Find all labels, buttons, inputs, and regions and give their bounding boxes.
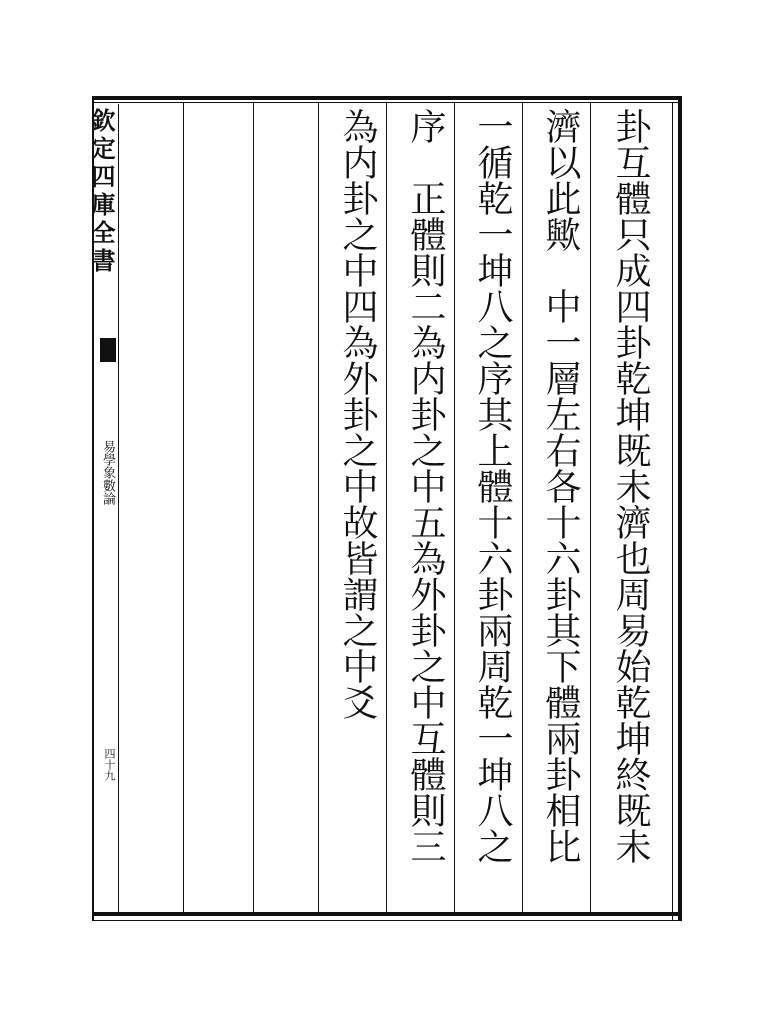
text-column-8 bbox=[122, 108, 182, 920]
top-border bbox=[92, 96, 682, 100]
top-inner-border bbox=[92, 102, 682, 103]
text-column-5: 為内卦之中四為外卦之中故皆謂之中爻 bbox=[337, 108, 378, 720]
column-divider bbox=[253, 103, 254, 912]
right-inner-border bbox=[672, 102, 673, 920]
fish-tail-mark bbox=[100, 338, 116, 362]
column-divider bbox=[590, 103, 591, 912]
page-number: 四十九 bbox=[103, 748, 116, 781]
text-column-7 bbox=[190, 108, 250, 920]
right-border bbox=[678, 96, 682, 921]
bottom-inner-border bbox=[92, 920, 682, 921]
book-title: 易學象數論 bbox=[100, 440, 115, 505]
column-divider bbox=[522, 103, 523, 912]
text-column-2: 濟以此歟 中一層左右各十六卦其下體兩卦相比 bbox=[540, 108, 581, 864]
text-column-1: 卦互體只成四卦乾坤既未濟也周易始乾坤終既未 bbox=[610, 108, 651, 864]
text-column-3: 一循乾一坤八之序其上體十六卦兩周乾一坤八之 bbox=[472, 108, 513, 864]
column-divider bbox=[183, 103, 184, 912]
collection-title: 欽定四庫全書 bbox=[87, 108, 116, 276]
text-column-4: 序 正體則二為内卦之中五為外卦之中互體則三 bbox=[405, 108, 446, 864]
text-column-6 bbox=[260, 108, 320, 920]
